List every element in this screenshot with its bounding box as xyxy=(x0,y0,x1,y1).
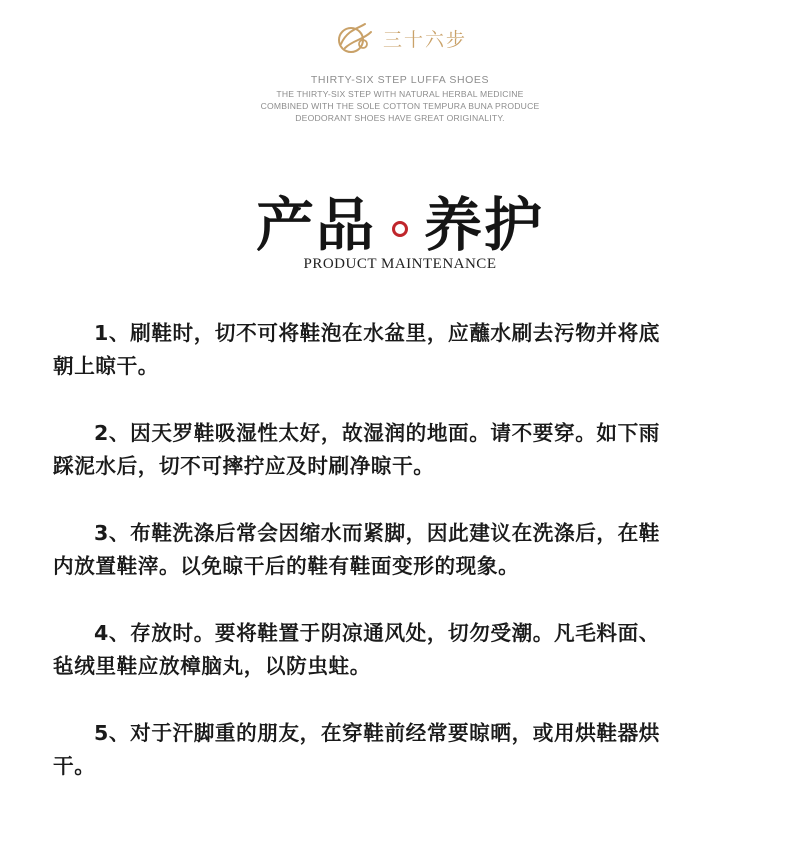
item-line: 朝上晾干。 xyxy=(53,354,159,378)
brand-header xyxy=(0,18,800,58)
item-line: 内放置鞋滓。以免晾干后的鞋有鞋面变形的现象。 xyxy=(53,554,520,578)
tagline-line: THE THIRTY-SIX STEP WITH NATURAL HERBAL MEDICINE xyxy=(276,89,524,99)
tagline-line: THIRTY-SIX STEP LUFFA SHOES xyxy=(310,74,490,86)
item-line: 4、存放时。要将鞋置于阴凉通风处，切勿受潮。凡毛料面、 xyxy=(94,621,660,645)
title-dot-icon xyxy=(392,221,408,237)
page-subtitle: PRODUCT MAINTENANCE xyxy=(303,256,497,272)
item-line: 3、布鞋洗涤后常会因缩水而紧脚，因此建议在洗涤后，在鞋 xyxy=(94,521,660,545)
brand-tagline xyxy=(0,73,800,124)
tagline-line: COMBINED WITH THE SOLE COTTON TEMPURA BUNA PRODUCE xyxy=(260,101,540,111)
list-item xyxy=(53,317,750,383)
luffa-logo-icon xyxy=(333,18,377,58)
list-item xyxy=(53,717,750,783)
list-item xyxy=(53,517,750,583)
item-line: 毡绒里鞋应放樟脑丸，以防虫蛀。 xyxy=(53,654,371,678)
item-line: 5、对于汗脚重的朋友，在穿鞋前经常要晾晒，或用烘鞋器烘 xyxy=(94,721,660,745)
brand-name: 三十六步 xyxy=(382,28,467,51)
page-title xyxy=(0,190,800,260)
tagline-line: DEODORANT SHOES HAVE GREAT ORIGINALITY. xyxy=(295,113,505,123)
title-right: 养护 xyxy=(424,191,545,259)
item-line: 干。 xyxy=(53,754,96,778)
item-line: 踩泥水后，切不可摔拧应及时刷净晾干。 xyxy=(53,454,435,478)
item-line: 1、刷鞋时，切不可将鞋泡在水盆里，应蘸水刷去污物并将底 xyxy=(94,321,660,345)
title-left: 产品 xyxy=(255,191,376,259)
item-line: 2、因天罗鞋吸湿性太好，故湿润的地面。请不要穿。如下雨 xyxy=(94,421,660,445)
list-item xyxy=(53,417,750,483)
maintenance-list xyxy=(53,317,750,817)
list-item xyxy=(53,617,750,683)
